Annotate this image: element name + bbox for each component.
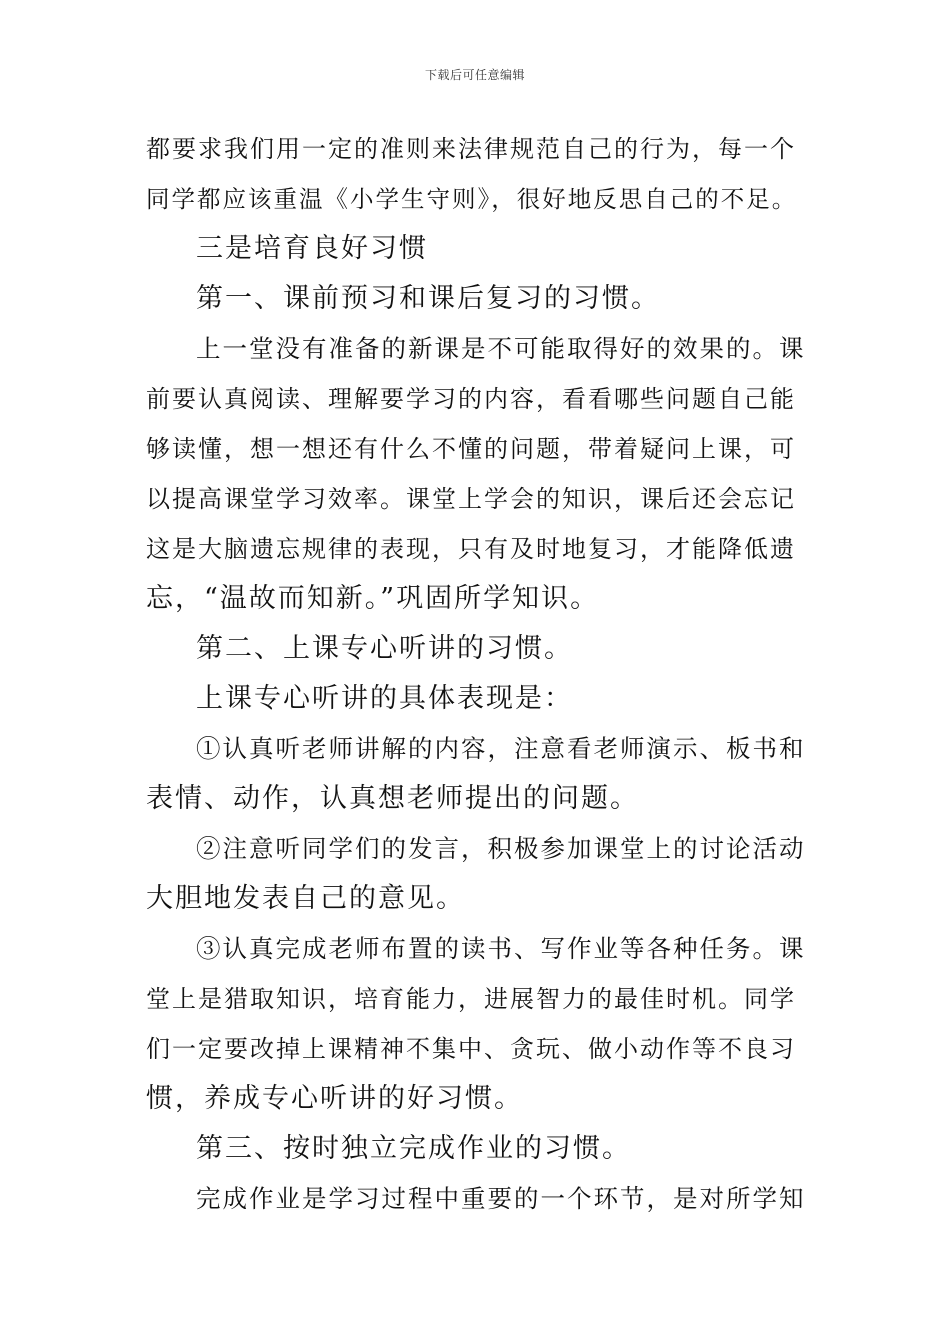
text-line: 们一定要改掉上课精神不集中、贪玩、做小动作等不良习: [146, 1035, 796, 1063]
page-header: 下载后可任意编辑: [424, 68, 525, 82]
text-line: 以提高课堂学习效率。课堂上学会的知识，课后还会忘记: [146, 485, 796, 513]
section-heading: 第三、按时独立完成作业的习惯。: [196, 1133, 631, 1164]
list-item: ①认真听老师讲解的内容，注意看老师演示、板书和: [196, 734, 806, 763]
text-line: 表情、动作，认真想老师提出的问题。: [146, 783, 639, 814]
section-heading: 第二、上课专心听讲的习惯。: [196, 633, 573, 664]
text-line: 都要求我们用一定的准则来法律规范自己的行为，每一个: [146, 135, 796, 163]
text-line: 大胆地发表自己的意见。: [146, 883, 465, 914]
text-line: 前要认真阅读、理解要学习的内容，看看哪些问题自己能: [146, 385, 796, 413]
text-line: 惯，养成专心听讲的好习惯。: [146, 1083, 523, 1114]
text-line: 堂上是猎取知识，培育能力，进展智力的最佳时机。同学: [146, 985, 796, 1013]
text-line: 上课专心听讲的具体表现是：: [196, 683, 573, 714]
text-line: 同学都应该重温《小学生守则》，很好地反思自己的不足。: [146, 185, 798, 213]
list-item: ③认真完成老师布置的读书、写作业等各种任务。课: [196, 934, 806, 963]
section-heading: 第一、课前预习和课后复习的习惯。: [196, 283, 660, 314]
text-line: 上一堂没有准备的新课是不可能取得好的效果的。课: [196, 334, 806, 363]
section-heading: 三是培育良好习惯: [196, 233, 428, 264]
list-item: ②注意听同学们的发言，积极参加课堂上的讨论活动: [196, 834, 806, 863]
text-line: 这是大脑遗忘规律的表现，只有及时地复习，才能降低遗: [146, 535, 796, 563]
text-line: 忘，“温故而知新。”巩固所学知识。: [146, 583, 600, 614]
text-line: 完成作业是学习过程中重要的一个环节，是对所学知: [196, 1184, 806, 1213]
text-line: 够读懂，想一想还有什么不懂的问题，带着疑问上课，可: [146, 435, 796, 463]
